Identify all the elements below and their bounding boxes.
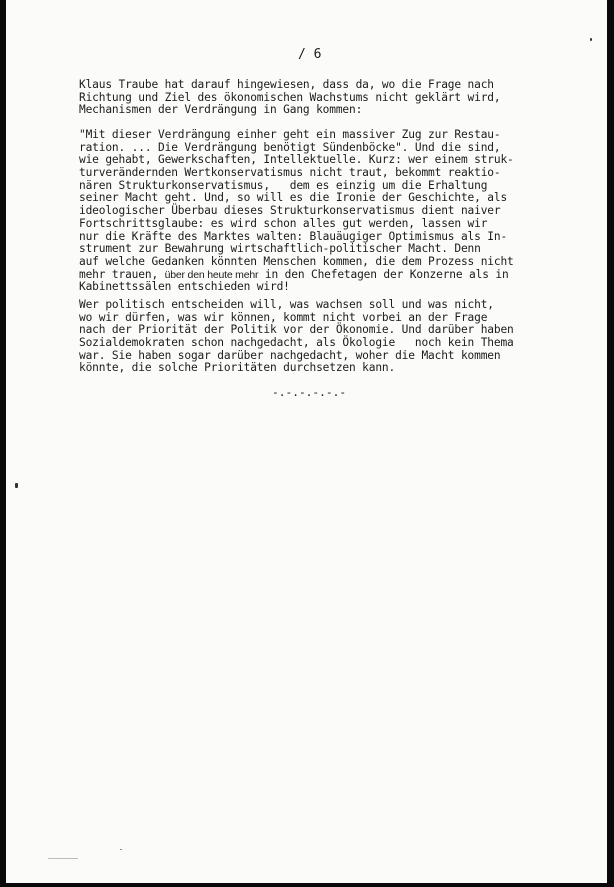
paragraph-conclusion bbox=[79, 299, 579, 375]
text-line: Wer politisch entscheiden will, was wachsen soll und was nicht, bbox=[79, 298, 494, 311]
handwritten-correction: über den heute mehr bbox=[164, 268, 259, 281]
line-start: mehr trauen, bbox=[79, 267, 165, 281]
text-line: Klaus Traube hat darauf hingewiesen, dass da, wo die Frage nach bbox=[79, 78, 494, 91]
text-line: nären Strukturkonservatismus, dem es einzig um die Erhaltung bbox=[79, 178, 488, 192]
text-line: Sozialdemokraten schon nachgedacht, als Ökologie noch kein Thema bbox=[79, 336, 514, 350]
scan-border-right bbox=[607, 0, 614, 887]
scan-speck bbox=[120, 849, 122, 850]
paragraph-intro bbox=[79, 79, 579, 117]
scan-border-bottom bbox=[0, 883, 614, 887]
scan-border-left bbox=[0, 0, 6, 887]
scan-speck bbox=[590, 38, 592, 41]
scan-speck bbox=[48, 858, 78, 859]
text-line: nur die Kräfte des Marktes walten: Blauäugiger Optimismus als In- bbox=[79, 229, 508, 243]
text-line: könnte, die solche Prioritäten durchsetzen kann. bbox=[79, 361, 396, 375]
text-line: ideologischer Überbau dieses Strukturkonservatismus dient naiver bbox=[79, 204, 501, 218]
text-line: ration. ... Die Verdrängung benötigt Sündenböcke". Und die sind, bbox=[79, 140, 501, 154]
text-line: wie gehabt, Gewerkschaften, Intellektuelle. Kurz: wer einem struk- bbox=[79, 153, 514, 167]
text-line: nach der Priorität der Politik vor der Ökonomie. Und darüber haben bbox=[79, 323, 514, 337]
text-line: Fortschrittsglaube: es wird schon alles gut werden, lassen wir bbox=[79, 216, 488, 230]
page-number: / 6 bbox=[298, 47, 322, 62]
paragraph-quote bbox=[79, 129, 579, 294]
text-line: strument zur Bewahrung wirtschaftlich-politischer Macht. Denn bbox=[79, 242, 481, 256]
scan-speck bbox=[15, 483, 18, 488]
text-line: "Mit dieser Verdrängung einher geht ein massiver Zug zur Restau- bbox=[79, 128, 501, 141]
text-line: Mechanismen der Verdrängung in Gang kommen: bbox=[79, 103, 363, 117]
text-line: Kabinettssälen entschieden wird! bbox=[79, 280, 290, 294]
text-line: Richtung und Ziel des ökonomischen Wachstums nicht geklärt wird, bbox=[79, 90, 501, 104]
text-line: seiner Macht geht. Und, so will es die Ironie der Geschichte, als bbox=[79, 191, 508, 205]
line-end: in den Chefetagen der Konzerne als in bbox=[258, 267, 509, 281]
text-line: war. Sie haben sogar darüber nachgedacht, woher die Macht kommen bbox=[79, 348, 501, 362]
text-line: turverändernden Wertkonservatismus nicht traut, bekommt reaktio- bbox=[79, 166, 501, 180]
text-line: wo wir dürfen, was wir können, kommt nicht vorbei an der Frage bbox=[79, 310, 488, 324]
text-line: auf welche Gedanken könnten Menschen kommen, die dem Prozess nicht bbox=[79, 254, 514, 268]
section-separator: -.-.-.-.-.- bbox=[272, 386, 347, 399]
